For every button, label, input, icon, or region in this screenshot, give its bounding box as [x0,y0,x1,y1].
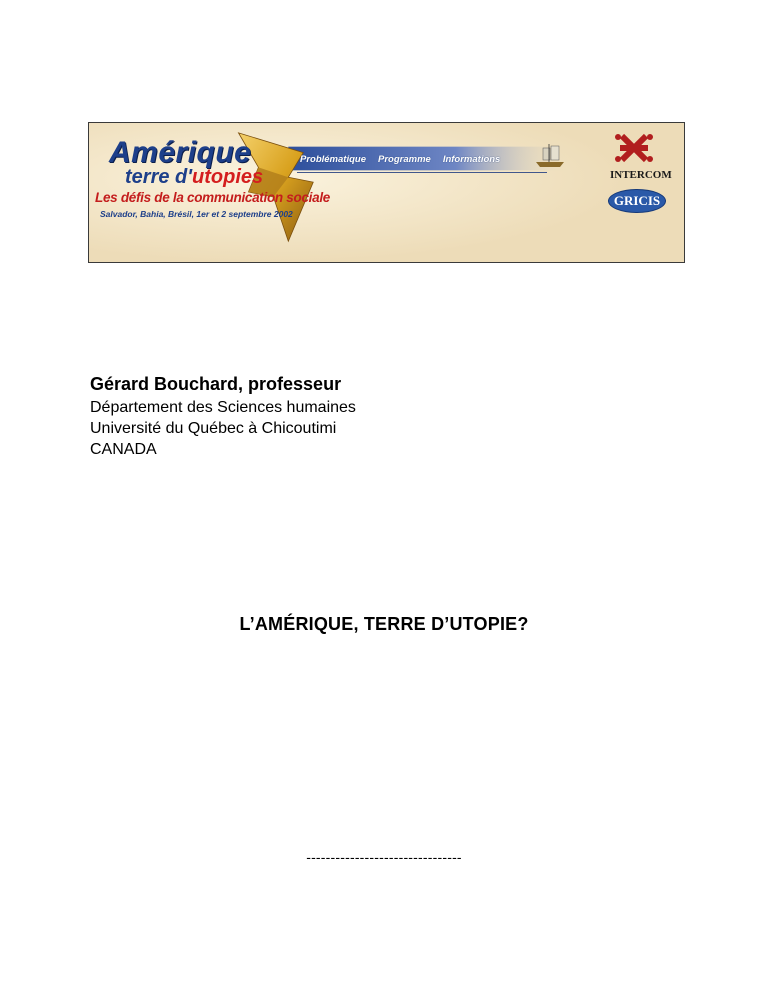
intercom-label: INTERCOM [610,169,672,181]
ship-icon [534,143,566,169]
document-title: L’AMÉRIQUE, TERRE D’UTOPIE? [239,614,529,634]
author-name: Gérard Bouchard, professeur [90,374,342,394]
banner-title-prefix: terre d' [125,166,193,188]
banner-nav [300,154,500,165]
banner-title: Amérique [109,136,252,169]
conference-banner [88,122,685,263]
banner-title-accent: utopies [192,166,264,188]
separator-line: -------------------------------- [306,849,462,865]
nav-link-informations[interactable]: Informations [442,154,501,165]
author-country: CANADA [90,441,157,458]
nav-link-problematique[interactable]: Problématique [300,154,366,165]
author-block [90,374,356,460]
author-university: Université du Québec à Chicoutimi [90,420,337,437]
nav-divider [297,172,547,173]
gricis-logo: GRICIS [608,189,666,213]
nav-link-programme[interactable]: Programme [378,154,431,165]
banner-title-line2 [125,166,263,189]
author-department: Département des Sciences humaines [90,399,356,416]
intercom-logo-icon [612,129,656,167]
banner-subtitle: Les défis de la communication sociale [95,190,330,205]
banner-date-line: Salvador, Bahia, Brésil, 1er et 2 septembre 2002 [100,209,293,219]
